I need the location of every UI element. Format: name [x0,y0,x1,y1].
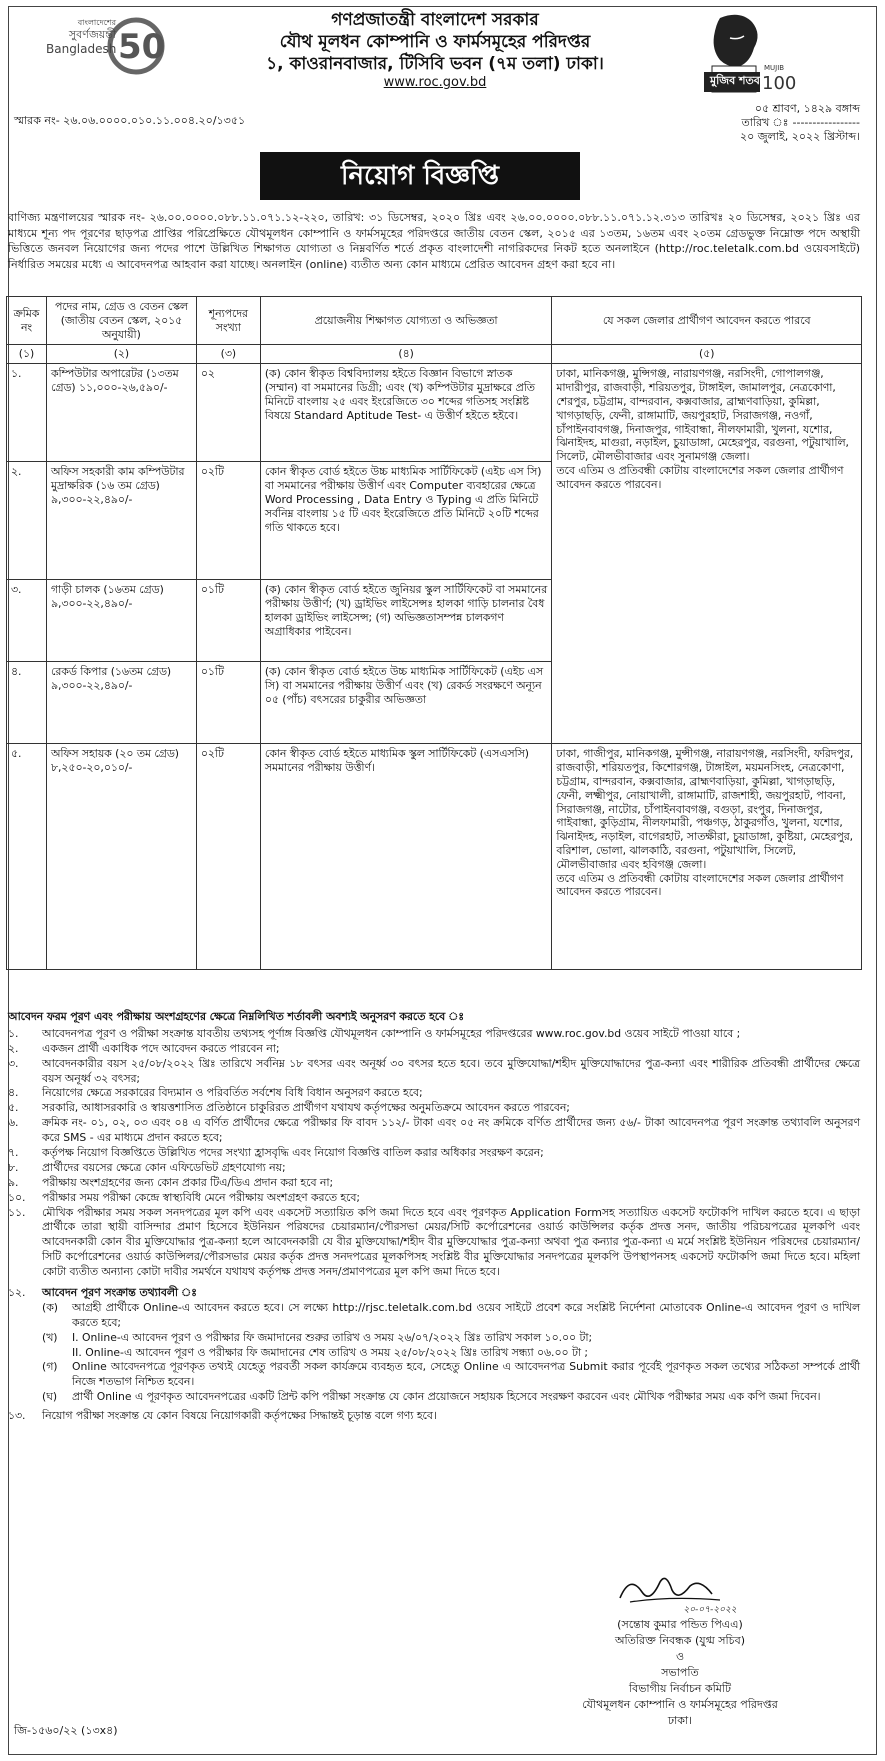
row-qualification: (ক) কোন স্বীকৃত বোর্ড হইতে উচ্চ মাধ্যমিক সার্টিফিকেট (এইচ এস সি) বা সমমানের পরীক্ষায় উত্তীর্ণ এবং (খ) রেকর্ড সংরক্ষণে অন্যূন ০৫ (পাঁচ) বৎসরের চাকুরীর অভিজ্ঞতা [260,662,552,744]
row-post: কম্পিউটার অপারেটর (১৩তম গ্রেড) ১১,০০০-২৬,৫৯০/- [46,364,196,462]
condition-item [8,1086,860,1101]
index-cell: (৪) [260,345,552,364]
table-index-row [7,345,862,364]
condition-text: প্রার্থীদের বয়সের ক্ষেত্রে কোন এফিডেভিট গ্রহণযোগ্য নয়; [42,1160,286,1174]
row-districts-group2 [552,744,862,970]
col-count: শূন্যপদের সংখ্যা [196,297,260,345]
signature-date: ২০-০৭-২০২২ [683,1605,737,1615]
condition-number: ১০. [8,1190,26,1204]
index-cell: (২) [46,345,196,364]
row-count: ০১টি [196,580,260,662]
signatory-and: ও [675,1649,685,1663]
print-code: জি-১৫৬০/২২ (১৩x৪) [14,1724,118,1737]
condition-item [8,1176,860,1191]
table-row [7,744,862,970]
col-post: পদের নাম, গ্রেড ও বেতন স্কেল (জাতীয় বেতন স্কেল, ২০১৫ অনুযায়ী) [46,297,196,345]
row-sl: ৪. [7,662,47,744]
mujib-100: 100 [762,73,797,94]
logo-left-number: 50 [118,27,166,67]
condition-number: ৪. [8,1086,19,1100]
signatory-office: যৌথমূলধন কোম্পানি ও ফার্মসমূহের পরিদপ্তর [582,1697,778,1711]
col-sl: ক্রমিক নং [7,297,47,345]
condition-text: পরীক্ষার সময় পরীক্ষা কেন্দ্রে স্বাস্থ্যবিধি মেনে পরীক্ষায় অংশগ্রহণ করতে হবে; [42,1190,361,1204]
mujib-borsho-logo [690,10,850,98]
condition-number: ১. [8,1026,19,1040]
row-post: অফিস সহকারী কাম কম্পিউটার মুদ্রাক্ষরিক (১৬ তম গ্রেড) ৯,৩০০-২২,৪৯০/- [46,462,196,580]
index-cell: (১) [7,345,47,364]
districts-note: তবে এতিম ও প্রতিবন্ধী কোটায় বাংলাদেশের সকল জেলার প্রার্থীগণ আবেদন করতে পারবেন। [556,871,844,899]
logo-left-text2: সুবর্ণজয়ন্তী [68,28,116,42]
condition-number: ৩. [8,1056,19,1070]
sub-number: (খ) [42,1330,58,1344]
condition-item [8,1057,860,1087]
condition-number: ৯. [8,1175,19,1189]
condition-number: ৮. [8,1160,19,1174]
condition-item [8,1101,860,1116]
condition-text: আবেদন পূরণ সংক্রান্ত তথ্যাবলী ঃ [42,1286,197,1300]
condition-item [8,1042,860,1057]
condition-number: ১৩. [8,1409,26,1423]
condition-item [8,1027,860,1042]
row-sl: ২. [7,462,47,580]
sub-text: Online আবেদনপত্রে পূরণকৃত তথ্যই যেহেতু পরবর্তী সকল কার্যক্রমে ব্যবহৃত হবে, সেহেতু Online এ আবেদনপত্র Submit করার পূর্বেই পূরণকৃত সকল তথ্যের সঠিকতা সম্পর্কে প্রার্থী নিজে শতভাগ নিশ্চিত হবেন। [72,1360,860,1389]
row-sl: ৩. [7,580,47,662]
date-bangla: ০৫ শ্রাবণ, ১৪২৯ বঙ্গাব্দ [754,102,860,115]
row-qualification: (ক) কোন স্বীকৃত বিশ্ববিদ্যালয় হইতে বিজ্ঞান বিভাগে স্নাতক (সম্মান) বা সমমানের ডিগ্রী; এবং (খ) কম্পিউটার মুদ্রাক্ষরে প্রতি মিনিটে বাংলায় ২৫ এবং ইংরেজিতে ৩০ শব্দের গতিসহ সংশ্লিষ্ট বিষয়ে Standard Aptitude Test- এ উত্তীর্ণ হইতে হইবে। [260,364,552,462]
index-cell: (৫) [552,345,862,364]
condition-text: আবেদনপত্র পূরণ ও পরীক্ষা সংক্রান্ত যাবতীয় তথ্যসহ পূর্ণাঙ্গ বিজ্ঞপ্তি যৌথমূলধন কোম্পানি ও ফার্মসমূহের পরিদপ্তরের www.roc.gov.bd ওয়েব সাইটে পাওয়া যাবে ; [42,1026,741,1040]
sub-item [42,1390,860,1405]
logo-left-text3: Bangladesh [46,42,117,57]
row-post: রেকর্ড কিপার (১৬তম গ্রেড) ৯,৩০০-২২,৪৯০/- [46,662,196,744]
sub-text: আগ্রহী প্রার্থীকে Online-এ আবেদন করতে হবে। সে লক্ষ্যে http://rjsc.teletalk.com.bd ওয়েব সাইটে প্রবেশ করে সংশ্লিষ্ট নির্দেশনা মোতাবেক Online-এ আবেদন পূরণ ও দাখিল করতে হবে; [72,1300,860,1329]
row-sl: ১. [7,364,47,462]
date-english: ২০ জুলাই, ২০২২ খ্রিস্টাব্দ। [739,130,860,144]
condition-number: ৫. [8,1101,19,1115]
signatory-designation: অতিরিক্ত নিবন্ধক (যুগ্ম সচিব) [614,1633,746,1647]
row-sl: ৫. [7,744,47,970]
letterhead [210,10,660,92]
condition-number: ১২. [8,1286,26,1300]
notice-title: নিয়োগ বিজ্ঞপ্তি [260,152,580,200]
sub-number: (ক) [42,1300,58,1314]
sub-number: (গ) [42,1360,58,1374]
table-header-row [7,297,862,345]
condition-text: কর্তৃপক্ষ নিয়োগ বিজ্ঞপ্তিতে উল্লিখিত পদের সংখ্যা হ্রাসবৃদ্ধি এবং নিয়োগ বিজ্ঞপ্তি বাতিল করার অধিকার সংরক্ষণ করেন; [42,1146,544,1160]
condition-item [8,1116,860,1146]
date-dashes: ----------------- [792,116,860,130]
condition-number: ১১. [8,1205,26,1219]
website-link[interactable]: www.roc.gov.bd [383,75,487,91]
govt-name: গণপ্রজাতন্ত্রী বাংলাদেশ সরকার [331,10,539,30]
condition-text: পরীক্ষায় অংশগ্রহণের জন্য কোন প্রকার টিএ/ডিএ প্রদান করা হবে না; [42,1175,334,1189]
condition-item-13 [8,1409,860,1424]
row-post: গাড়ী চালক (১৬তম গ্রেড) ৯,৩০০-২২,৪৯০/- [46,580,196,662]
row-qualification: কোন স্বীকৃত বোর্ড হইতে উচ্চ মাধ্যমিক সার্টিফিকেট (এইচ এস সি) বা সমমানের পরীক্ষায় উত্তীর্ণ এবং Computer ব্যবহারের ক্ষেত্রে Word Processing , Data Entry ও Typing এ প্রতি মিনিটে সর্বনিম্ন বাংলায় ১৫ টি এবং ইংরেজিতে প্রতি মিনিটে ২০টি শব্দের গতি থাকতে হবে। [260,462,552,580]
condition-item [8,1191,860,1206]
sub-item [42,1331,860,1346]
sub-item [42,1301,860,1331]
condition-text: নিয়োগ পরীক্ষা সংক্রান্ত যে কোন বিষয়ে নিয়োগকারী কর্তৃপক্ষের সিদ্ধান্তই চূড়ান্ত বলে গণ্য হবে। [42,1409,437,1423]
signatory-role: সভাপতি [661,1665,699,1679]
row-count: ০১টি [196,662,260,744]
date-block [640,102,860,144]
row-count: ০২টি [196,462,260,580]
signatory-committee: বিভাগীয় নির্বাচন কমিটি [628,1681,732,1695]
districts-list: ঢাকা, গাজীপুর, মানিকগঞ্জ, মুন্সীগঞ্জ, নারায়ণগঞ্জ, নরসিংদী, ফরিদপুর, রাজবাড়ী, শরিয়তপুর, কিশোরগঞ্জ, টাঙ্গাইল, ময়মনসিংহ, নেত্রকোণা, চট্টগ্রাম, বান্দরবান, কক্সবাজার, ব্রাহ্মণবাড়িয়া, কুমিল্লা, খাগড়াছড়ি, ফেনী, লক্ষ্মীপুর, নোয়াখালী, রাঙ্গামাটি, রাজশাহী, জয়পুরহাট, পাবনা, সিরাজগঞ্জ, নাটোর, চাঁপাইনবাবগঞ্জ, বগুড়া, রংপুর, দিনাজপুর, গাইবান্ধা, কুড়িগ্রাম, নীলফামারী, পঞ্চগড়, ঠাকুরগাঁও, খুলনা, যশোর, ঝিনাইদহ, নড়াইল, বাগেরহাট, সাতক্ষীরা, চুয়াডাঙ্গা, কুষ্টিয়া, মেহেরপুর, বরিশাল, ভোলা, ঝালকাঠি, বরগুনা, পটুয়াখালি, সিলেট, মৌলভীবাজার এবং হবিগঞ্জ জেলা। [556,747,854,871]
condition-item-12 [8,1286,860,1301]
districts-note: তবে এতিম ও প্রতিবন্ধী কোটায় বাংলাদেশের সকল জেলার প্রার্থীগণ আবেদন করতে পারবেন। [556,463,844,491]
condition-number: ২. [8,1041,19,1055]
condition-text: সরকারি, আধাসরকারি ও স্বায়ত্তশাসিত প্রতিষ্ঠানে চাকুরিরত প্রার্থীগণ যথাযথ কর্তৃপক্ষের অনুমতিক্রমে আবেদন করতে পারবেন; [42,1101,570,1115]
sub-number [42,1346,72,1361]
sub-text: II. Online-এ আবেদন পূরণ ও পরীক্ষার ফি জমাদানের শেষ তারিখ ও সময় ২৫/০৮/২০২২ খ্রিঃ তারিখ সন্ধ্যা ০৬.০০ টা ; [72,1345,589,1359]
col-districts: যে সকল জেলার প্রার্থীগণ আবেদন করতে পারবে [552,297,862,345]
condition-item [8,1146,860,1161]
conditions-heading: আবেদন ফরম পূরণ এবং পরীক্ষায় অংশগ্রহণের ক্ষেত্রে নিম্নলিখিত শর্তাবলী অবশ্যই অনুসরণ করতে হবে ঃ [8,1010,464,1023]
signature-block [560,1568,800,1729]
col-qualification: প্রয়োজনীয় শিক্ষাগত যোগ্যতা ও অভিজ্ঞতা [260,297,552,345]
row-count: ০২টি [196,744,260,970]
mujib-text: মুজিব শতবর্ষ [710,74,766,87]
condition-text: ক্রমিক নং- ০১, ০২, ০৩ এবং ০৪ এ বর্ণিত প্রার্থীদের ক্ষেত্রে পরীক্ষার ফি বাবদ ১১২/- টাকা এবং ০৫ নং ক্রমিকে বর্ণিত প্রার্থীদের জন্য ৫৬/- টাকা আবেদনপত্র পূরণ সংক্রান্ত তথ্যাবলি অনুসরণ করে SMS - এর মাধ্যমে প্রদান করতে হবে; [42,1116,860,1145]
conditions-section [8,1010,860,1424]
row-qualification: (ক) কোন স্বীকৃত বোর্ড হইতে জুনিয়র স্কুল সার্টিফিকেট বা সমমানের পরীক্ষায় উত্তীর্ণ; (খ) ড্রাইভিং লাইসেন্সঃ হালকা গাড়ি চালনার বৈধ হালকা ড্রাইভিং লাইসেন্স; (গ) অভিজ্ঞতাসম্পন্ন চালকগণ অগ্রাধিকার পাইবেন। [260,580,552,662]
row-post: অফিস সহায়ক (২০ তম গ্রেড) ৮,২৫০-২০,০১০/- [46,744,196,970]
condition-text: মৌখিক পরীক্ষার সময় সকল সনদপত্রের মূল কপি এবং একসেট সত্যায়িত কপি জমা দিতে হবে এবং পূরণকৃত Application Formসহ সত্যায়িত একসেট ফটোকপি দাখিল করতে হবে। এ ছাড়া প্রার্থীকে তারা স্থায়ী বাসিন্দার প্রমাণ হিসেবে ইউনিয়ন পরিষদের চেয়ারম্যান/পৌরসভা মেয়র/সিটি কর্পোরেশনের ওয়ার্ড কাউন্সিলর কর্তৃক প্রদত্ত সনদ, জাতীয় পরিচয়পত্রের মূলকপি এবং আবেদনকারী কোন বীর মুক্তিযোদ্ধার পুত্র-কন্যা হলে আবেদনকারী যে বীর মুক্তিযোদ্ধা/শহীদ বীর মুক্তিযোদ্ধার পুত্র-কন্যা অথবা পুত্র কন্যার পুত্র-কন্যা এ মর্মে সংশ্লিষ্ট ইউনিয়ন পরিষদের চেয়ারম্যান/সিটি কর্পোরেশনের ওয়ার্ড কাউন্সিলর/পৌরসভার মেয়র কর্তৃক প্রদত্ত সনদপত্রের মূলকপিসহ সংশ্লিষ্ট বীর মুক্তিযোদ্ধার সনদপত্রের মূলকপি উপস্থাপনসহ একসেট ফটোকপি জমা দিতে হবে। মহিলা কোটা ব্যতীত অন্যান্য কোটা দাবীর সমর্থনে যথাযথ কর্তৃপক্ষ প্রদত্ত সনদ/প্রমাণপত্রের মূল কপি জমা দিতে হবে। [42,1205,860,1279]
table-row [7,364,862,462]
row-districts-group1 [552,364,862,744]
condition-number: ৭. [8,1146,19,1160]
office-address: ১, কাওরানবাজার, টিসিবি ভবন (৭ম তলা) ঢাকা। [266,53,604,74]
date-label: তারিখ ঃ [741,116,789,130]
logo-left-text1: বাংলাদেশের [77,18,116,27]
condition-text: একজন প্রার্থী একাধিক পদে আবেদন করতে পারবেন না; [42,1041,280,1055]
intro-paragraph: বাণিজ্য মন্ত্রণালয়ের স্মারক নং- ২৬.০০.০০০০.০৮৮.১১.০৭১.১২-২২০, তারিখ: ৩১ ডিসেম্বর, ২০২০ খ্রিঃ এবং ২৬.০০.০০০০.০৮৮.১১.০৭১.১২.৩১৩ তারিখঃ ২০ ডিসেম্বর, ২০২১ খ্রিঃ এর মাধ্যমে শূন্য পদ পূরণের ছাড়পত্র প্রাপ্তির পরিপ্রেক্ষিতে যৌথমূলধন কোম্পানি ও ফার্মসমূহের পরিদপ্তরে জাতীয় বেতন স্কেল, ২০১৫ এর ১৩তম, ১৬তম এবং ২০তম গ্রেডভুক্ত নিম্নোক্ত পদে অস্থায়ী ভিত্তিতে জনবল নিয়োগের জন্য পদের পাশে উল্লিখিত শিক্ষাগত যোগ্যতা ও নিম্নবর্ণিত শর্তে প্রকৃত বাংলাদেশী নাগরিকদের নিকট হতে অনলাইনে (http://roc.teletalk.com.bd ওয়েবসাইটে) নির্ধারিত সময়ের মধ্যে এ আবেদনপত্র আহবান করা যাচ্ছে। অনলাইন (online) ব্যতীত অন্য কোন মাধ্যমে প্রেরিত আবেদন গ্রহণ করা হবে না। [8,211,860,271]
sub-item [42,1360,860,1390]
sub-item [42,1346,860,1361]
sub-text: I. Online-এ আবেদন পূরণ ও পরীক্ষার ফি জমাদানের শুরুর তারিখ ও সময় ২৬/০৭/২০২২ খ্রিঃ তারিখ সকাল ১০.০০ টা; [72,1330,593,1344]
vacancy-table [6,296,862,970]
mujib-en: MUJIB [764,64,785,72]
districts-list: ঢাকা, মানিকগঞ্জ, মুন্সিগঞ্জ, নারায়ণগঞ্জ, নরসিংদী, গোপালগঞ্জ, মাদারীপুর, রাজবাড়ী, শরিয়তপুর, টাঙ্গাইল, জামালপুর, নেত্রকোণা, শেরপুর, চট্টগ্রাম, বান্দরবান, কক্সবাজার, ব্রাহ্মণবাড়িয়া, কুমিল্লা, খাগড়াছড়ি, ফেনী, রাঙ্গামাটি, জয়পুরহাট, সিরাজগঞ্জ, নওগাঁ, চাঁপাইনবাবগঞ্জ, দিনাজপুর, গাইবান্ধা, নীলফামারী, খুলনা, যশোর, ঝিনাইদহ, মাগুরা, নড়াইল, চুয়াডাঙ্গা, মেহেরপুর, বরগুনা, পটুয়াখালি, সিলেট, মৌলভীবাজার এবং সুনামগঞ্জ জেলা। [556,367,849,464]
index-cell: (৩) [196,345,260,364]
sub-text: প্রার্থী Online এ পূরণকৃত আবেদনপত্রের একটি প্রিন্ট কপি পরীক্ষা সংক্রান্ত যে কোন প্রয়োজনে সহায়ক হিসেবে সংরক্ষণ করবেন এবং মৌখিক পরীক্ষার সময় এক কপি জমা দিবেন। [72,1390,821,1404]
sub-number: (ঘ) [42,1390,58,1404]
condition-text: আবেদনকারীর বয়স ২৫/০৮/২০২২ খ্রিঃ তারিখে সর্বনিম্ন ১৮ বৎসর এবং অনূর্ধ্ব ৩০ বৎসর হতে হবে। তবে মুক্তিযোদ্ধা/শহীদ মুক্তিযোদ্ধাদের পুত্র-কন্যা এবং শারীরিক প্রতিবন্ধী প্রার্থীদের ক্ষেত্রে বয়স অনূর্ধ্ব ৩২ বৎসর; [42,1056,860,1085]
condition-item [8,1161,860,1176]
row-count: ০২ [196,364,260,462]
signatory-name: (সন্তোষ কুমার পন্ডিত পিএএ) [617,1618,743,1632]
signatory-city: ঢাকা। [667,1713,693,1727]
row-qualification: কোন স্বীকৃত বোর্ড হইতে মাধ্যমিক স্কুল সার্টিফিকেট (এসএসসি) সমমানের পরীক্ষায় উত্তীর্ণ। [260,744,552,970]
condition-text: নিয়োগের ক্ষেত্রে সরকারের বিদ্যমান ও পরিবর্তিত সর্বশেষ বিধি বিধান অনুসরণ করতে হবে; [42,1086,423,1100]
memo-number: স্মারক নং- ২৬.০৬.০০০০.০১০.১১.০০৪.২০/১৩৫১ [14,114,246,127]
condition-number: ৬. [8,1116,19,1130]
golden-jubilee-logo [18,16,168,76]
condition-item [8,1206,860,1280]
office-name: যৌথ মূলধন কোম্পানি ও ফার্মসমূহের পরিদপ্তর [279,31,591,52]
